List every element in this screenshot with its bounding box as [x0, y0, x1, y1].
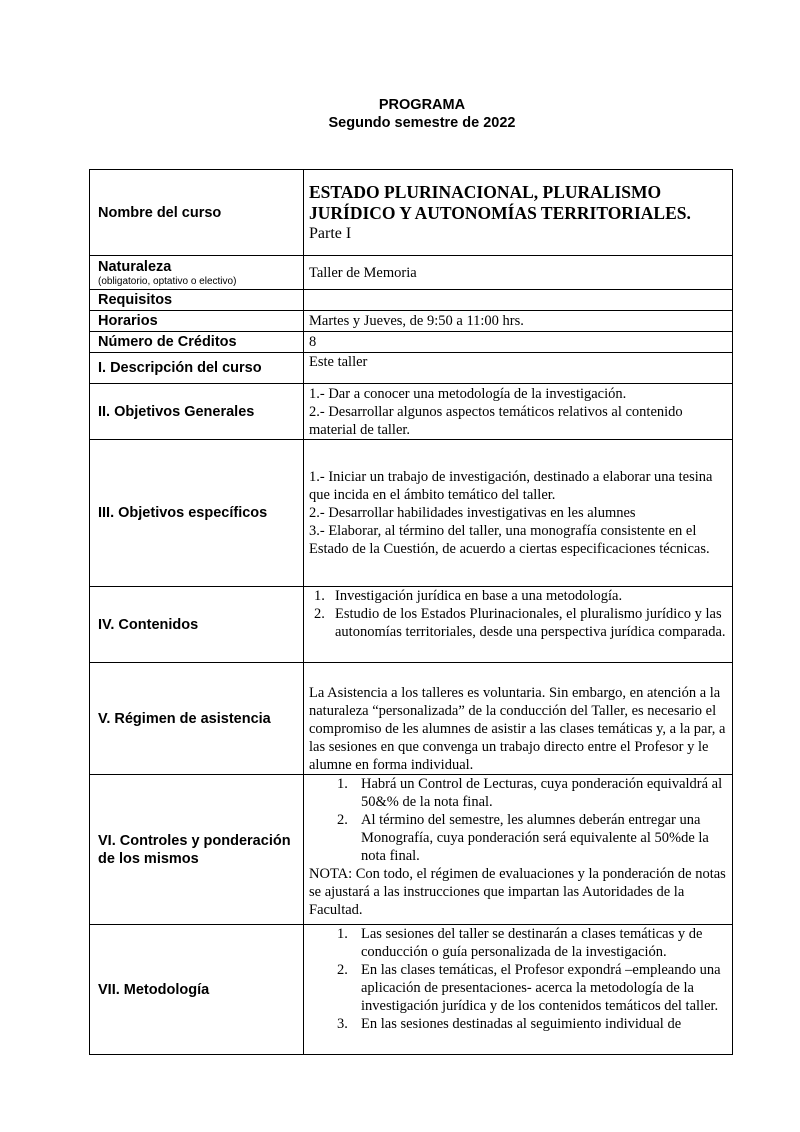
- list-item: [309, 605, 726, 641]
- list-item: [309, 1015, 726, 1033]
- value-descripcion: Este taller: [304, 353, 733, 384]
- page-header: [0, 96, 800, 132]
- label-controles: VI. Controles y ponderación de los mismos: [90, 775, 304, 925]
- label-requisitos: Requisitos: [90, 290, 304, 311]
- list-item: [309, 587, 726, 605]
- obj-especifico-line: 1.- Iniciar un trabajo de investigación, destinado a elaborar una tesina que incida en el ámbito temático del taller.: [309, 469, 713, 503]
- row-naturaleza: [90, 256, 733, 290]
- label-horarios: Horarios: [90, 311, 304, 332]
- course-title: ESTADO PLURINACIONAL, PLURALISMO JURÍDICO Y AUTONOMÍAS TERRITORIALES.: [309, 182, 691, 223]
- row-obj-generales: [90, 384, 733, 440]
- row-nombre: [90, 170, 733, 256]
- value-obj-generales: [304, 384, 733, 440]
- item-number: 2.: [337, 812, 348, 828]
- label-contenidos: IV. Contenidos: [90, 587, 304, 663]
- row-horarios: [90, 311, 733, 332]
- row-contenidos: [90, 587, 733, 663]
- label-descripcion: I. Descripción del curso: [90, 353, 304, 384]
- list-item: [309, 811, 726, 865]
- item-text: Habrá un Control de Lecturas, cuya ponderación equivaldrá al 50&% de la nota final.: [361, 776, 723, 810]
- value-asistencia: La Asistencia a los talleres es voluntaria. Sin embargo, en atención a la naturaleza “personalizada” de la conducción del Taller, es necesario el compromiso de les alumnes de asistir a las clases temáticas y, a la par, a las sesiones en que convenga un trabajo directo entre el Profesor y le alumne en forma individual.: [304, 663, 733, 775]
- course-part: Parte I: [309, 225, 352, 242]
- list-item: [309, 961, 726, 1015]
- naturaleza-sublabel: (obligatorio, optativo o electivo): [98, 275, 237, 287]
- obj-especifico-line: 2.- Desarrollar habilidades investigativas en les alumnes: [309, 505, 636, 521]
- row-creditos: [90, 332, 733, 353]
- value-contenidos: [304, 587, 733, 663]
- label-creditos: Número de Créditos: [90, 332, 304, 353]
- contenidos-list: [309, 587, 726, 641]
- obj-general-line: 2.- Desarrollar algunos aspectos temáticos relativos al contenido material de taller.: [309, 403, 683, 438]
- row-descripcion: [90, 353, 733, 384]
- value-requisitos: [304, 290, 733, 311]
- controles-list: [309, 775, 726, 865]
- item-number: 1.: [337, 926, 348, 942]
- list-item: [309, 925, 726, 961]
- page-title: PROGRAMA: [378, 97, 466, 113]
- item-text: En las clases temáticas, el Profesor expondrá –empleando una aplicación de presentaciones- acerca la metodología de la investigación jurídica y de los contenidos temáticos del taller.: [361, 962, 721, 1014]
- item-number: 2.: [314, 606, 325, 622]
- value-horarios: Martes y Jueves, de 9:50 a 11:00 hrs.: [304, 311, 733, 332]
- program-table: [89, 169, 733, 1055]
- item-text: En las sesiones destinadas al seguimiento individual de: [361, 1016, 682, 1032]
- label-naturaleza: [90, 256, 304, 290]
- obj-general-line: 1.- Dar a conocer una metodología de la investigación.: [309, 385, 627, 402]
- naturaleza-label: Naturaleza: [98, 258, 172, 275]
- row-controles: [90, 775, 733, 925]
- list-item: [309, 775, 726, 811]
- item-number: 2.: [337, 962, 348, 978]
- row-requisitos: [90, 290, 733, 311]
- item-number: 1.: [337, 776, 348, 792]
- value-creditos: 8: [304, 332, 733, 353]
- item-text: Estudio de los Estados Plurinacionales, el pluralismo jurídico y las autonomías territoriales, desde una perspectiva jurídica comparada.: [335, 606, 726, 640]
- value-obj-especificos: [304, 440, 733, 587]
- page-subtitle: Segundo semestre de 2022: [328, 115, 516, 131]
- item-number: 1.: [314, 588, 325, 604]
- item-number: 3.: [337, 1016, 348, 1032]
- metodologia-list: [309, 925, 726, 1033]
- label-obj-generales: II. Objetivos Generales: [90, 384, 304, 440]
- controles-note: NOTA: Con todo, el régimen de evaluaciones y la ponderación de notas se ajustará a las instrucciones que impartan las Autoridades de la Facultad.: [309, 866, 726, 918]
- value-controles: [304, 775, 733, 925]
- obj-especifico-line: 3.- Elaborar, al término del taller, una monografía consistente en el Estado de la Cuestión, de acuerdo a ciertas especificaciones técnicas.: [309, 523, 710, 557]
- row-obj-especificos: [90, 440, 733, 587]
- value-metodologia: [304, 925, 733, 1055]
- row-asistencia: [90, 663, 733, 775]
- item-text: Las sesiones del taller se destinarán a clases temáticas y de conducción o guía personalizada de la investigación.: [361, 926, 703, 960]
- label-asistencia: V. Régimen de asistencia: [90, 663, 304, 775]
- item-text: Investigación jurídica en base a una metodología.: [335, 588, 623, 604]
- label-nombre: Nombre del curso: [90, 170, 304, 256]
- label-obj-especificos: III. Objetivos específicos: [90, 440, 304, 587]
- item-text: Al término del semestre, les alumnes deberán entregar una Monografía, cuya ponderación será equivalente al 50%de la nota final.: [361, 812, 709, 864]
- value-nombre: [304, 170, 733, 256]
- row-metodologia: [90, 925, 733, 1055]
- value-naturaleza: Taller de Memoria: [304, 256, 733, 290]
- label-metodologia: VII. Metodología: [90, 925, 304, 1055]
